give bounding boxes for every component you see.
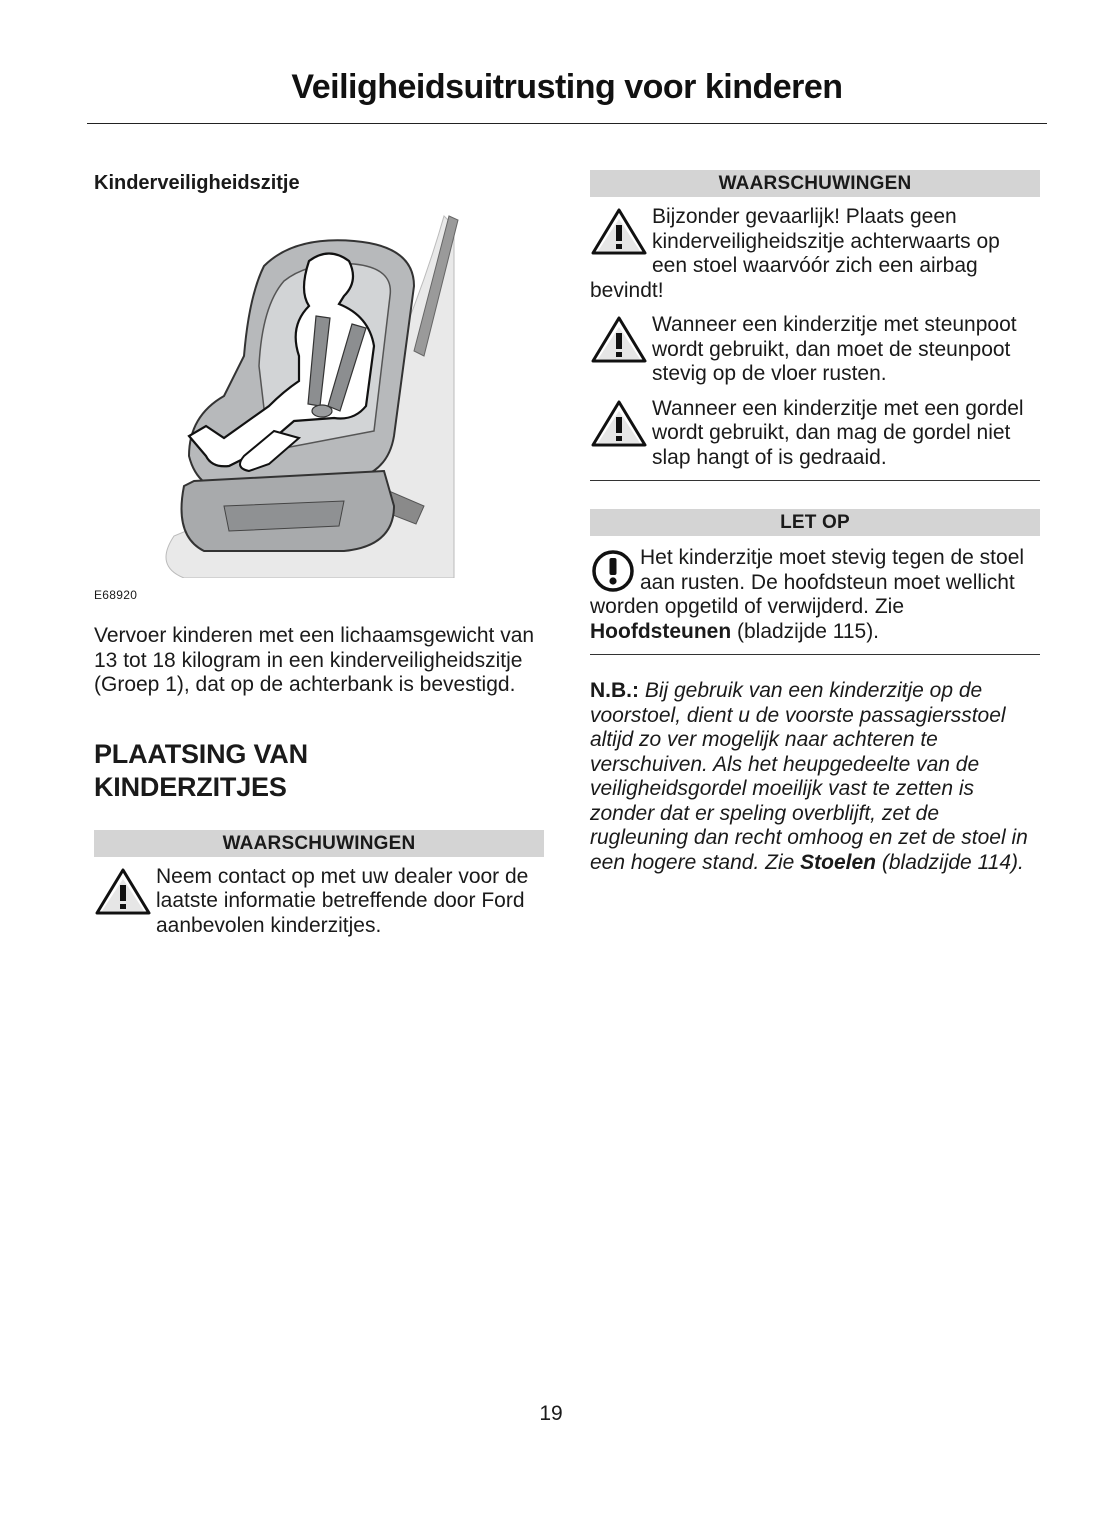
warnings-bar-left: WAARSCHUWINGEN <box>94 830 544 857</box>
warning-triangle-icon <box>590 315 648 365</box>
caution-bar: LET OP <box>590 509 1040 536</box>
caution-circle-icon <box>590 548 636 594</box>
section-heading-line-2: KINDERZITJES <box>94 771 287 802</box>
section-heading <box>94 738 544 804</box>
warnings-bar-right: WAARSCHUWINGEN <box>590 170 1040 197</box>
warning-note <box>590 313 1040 387</box>
section-heading-line-1: PLAATSING VAN <box>94 738 308 769</box>
link-stoelen[interactable]: Stoelen <box>800 850 877 874</box>
warning-text: Wanneer een kinderzitje met een gordel wordt gebruikt, dan mag de gordel niet slap hangt of is gedraaid. <box>652 396 1024 469</box>
child-seat-figure <box>94 206 464 586</box>
nb-text-start: Bij gebruik van een kinderzitje op de voorstoel, dient u de voorste passagiersstoel altijd zo ver mogelijk naar achteren te verschuiven. Als het heupgedeelte van de veiligheidsgordel moeilijk vast te zetten is zonder dat er speling overblijft, zet de rugleuning dan recht omhoog en zet de stoel in een hogere stand. Zie <box>590 679 1028 874</box>
warning-text: Bijzonder gevaarlijk! Plaats geen kinderveiligheidszitje achterwaarts op een stoel waarvóór zich een airbag bevindt! <box>590 205 1000 302</box>
page-title: Veiligheidsuitrusting voor kinderen <box>291 68 843 106</box>
figure-code: E68920 <box>94 588 138 602</box>
caution-text <box>590 546 1040 644</box>
left-column <box>94 170 544 938</box>
nb-text-end: (bladzijde 114). <box>876 850 1024 874</box>
caution-text-start: Het kinderzitje moet stevig tegen de stoel aan rusten. De hoofdsteun moet wellicht worden opgetild of verwijderd. Zie <box>590 546 1025 618</box>
child-seat-illustration <box>94 206 464 578</box>
intro-paragraph: Vervoer kinderen met een lichaamsgewicht van 13 tot 18 kilogram in een kinderveiligheidszitje (Groep 1), dat op de achterbank is bevestigd. <box>94 624 535 696</box>
warnings-end-rule <box>590 480 1040 481</box>
warning-triangle-icon <box>94 867 152 917</box>
warning-note <box>590 205 1040 303</box>
nb-label: N.B.: <box>590 679 639 702</box>
warning-text: Neem contact op met uw dealer voor de laatste informatie betreffende door Ford aanbevolen kinderzitjes. <box>156 864 529 937</box>
warning-note <box>94 865 544 939</box>
subheading-child-seat: Kinderveiligheidszitje <box>94 172 300 194</box>
warning-note <box>590 397 1040 471</box>
right-column <box>590 170 1040 875</box>
warning-triangle-icon <box>590 399 648 449</box>
caution-note <box>590 546 1040 644</box>
warning-triangle-icon <box>590 207 648 257</box>
caution-end-rule <box>590 654 1040 655</box>
link-hoofdsteunen[interactable]: Hoofdsteunen <box>590 619 732 643</box>
caution-text-end: (bladzijde 115). <box>731 619 880 643</box>
warning-text: Wanneer een kinderzitje met steunpoot wordt gebruikt, dan moet de steunpoot stevig op de vloer rusten. <box>652 313 1017 385</box>
title-divider <box>87 123 1047 124</box>
page-number: 19 <box>539 1402 563 1425</box>
nb-paragraph <box>590 679 1040 875</box>
